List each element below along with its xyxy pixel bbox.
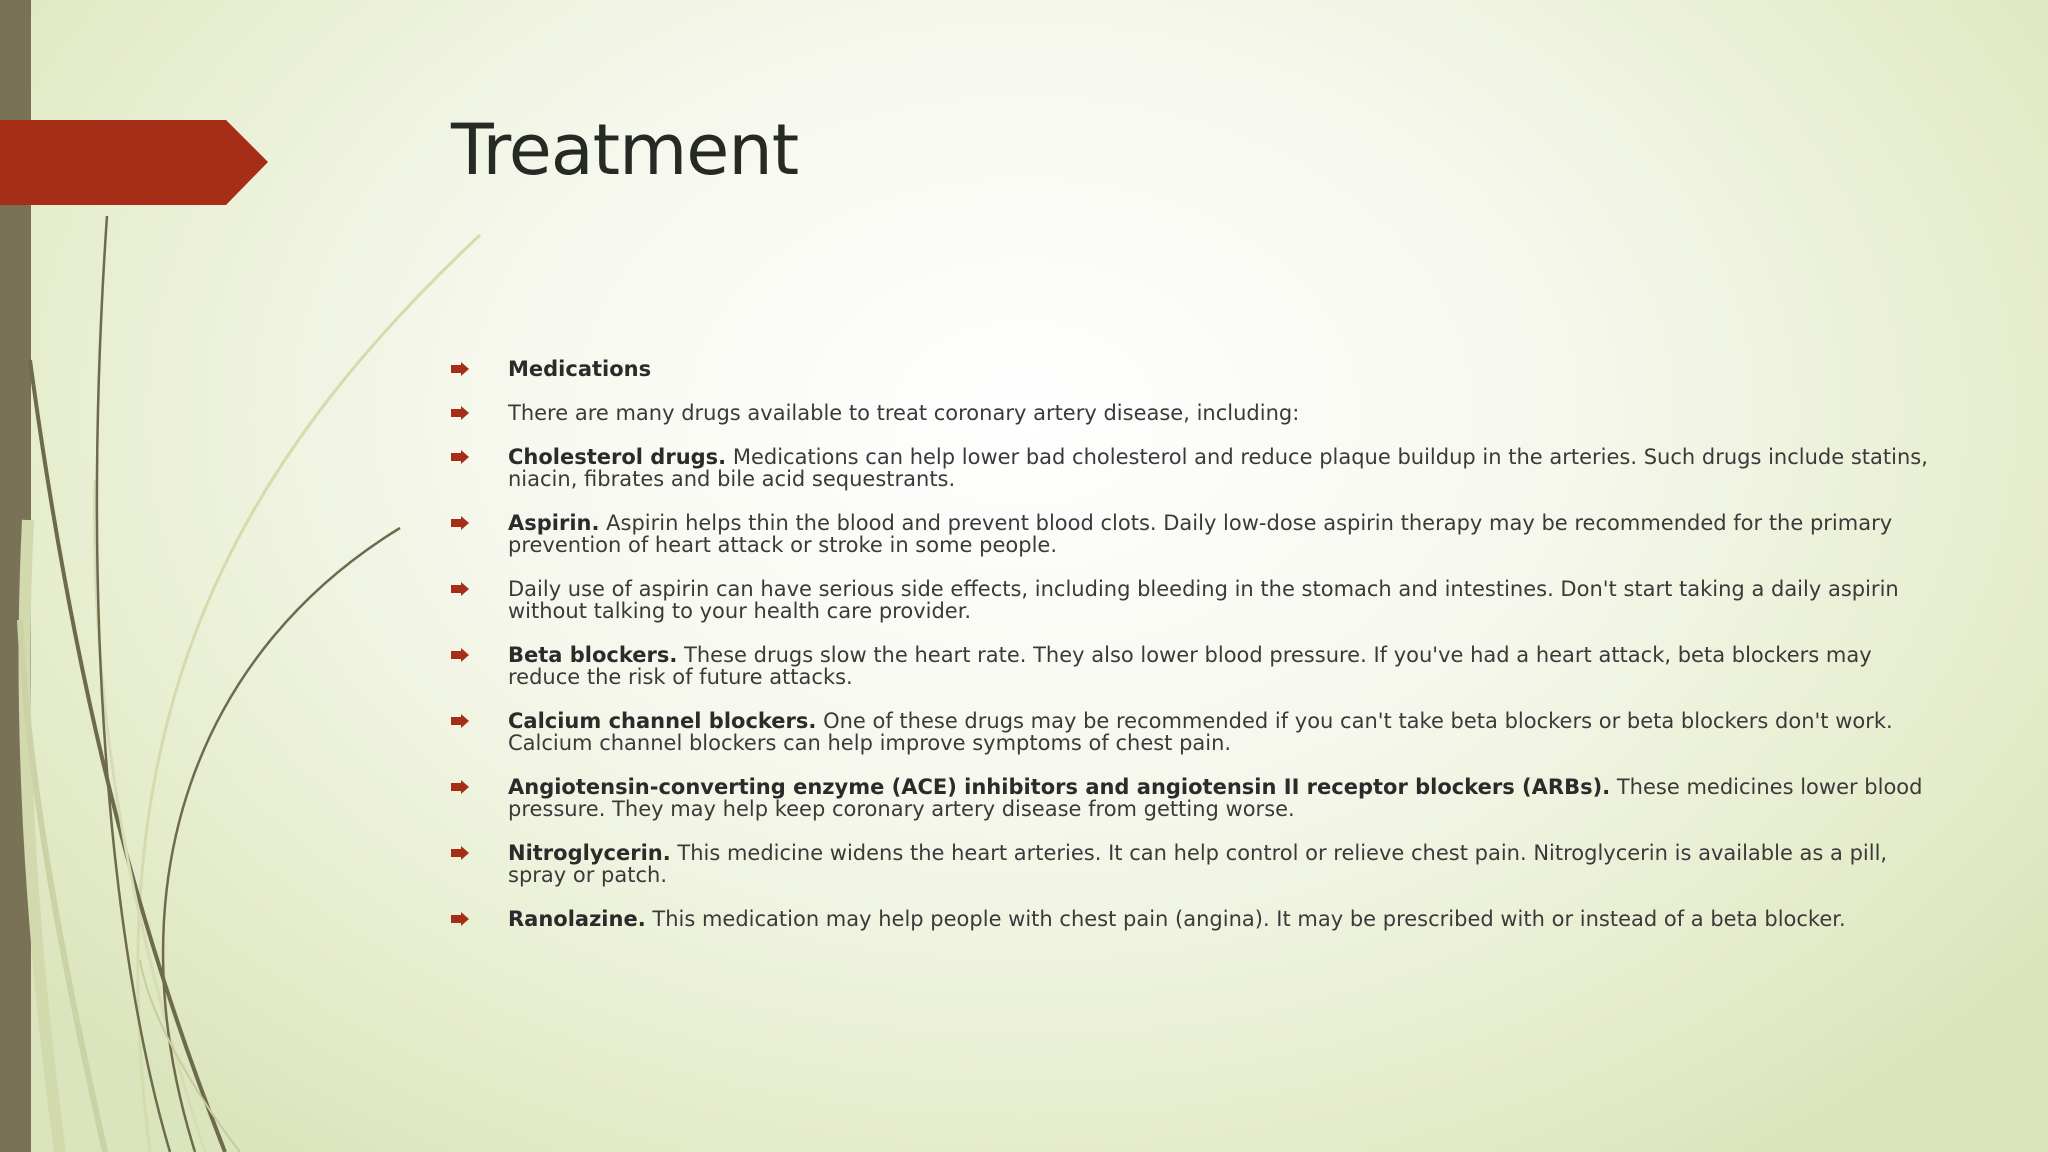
bullet-item-ranolazine bbox=[451, 908, 1931, 930]
pointing-arrow-icon bbox=[451, 516, 469, 530]
bullet-item-beta-blockers bbox=[451, 644, 1931, 688]
bullet-item-aspirin bbox=[451, 512, 1931, 556]
slide-title: Treatment bbox=[451, 109, 799, 191]
bullet-lead: Cholesterol drugs. bbox=[508, 445, 727, 469]
bullet-text: This medication may help people with chest pain (angina). It may be prescribed with or instead of a beta blocker. bbox=[645, 907, 1846, 931]
bullet-text: This medicine widens the heart arteries. It can help control or relieve chest pain. Nitroglycerin is available as a pill, spray or patch. bbox=[508, 841, 1888, 887]
bullet-lead: Calcium channel blockers. bbox=[508, 709, 817, 733]
bullet-lead: Nitroglycerin. bbox=[508, 841, 671, 865]
bullet-item-intro bbox=[451, 402, 1931, 424]
pointing-arrow-icon bbox=[451, 406, 469, 420]
pointing-arrow-icon bbox=[451, 362, 469, 376]
bullet-item-calcium-channel-blockers bbox=[451, 710, 1931, 754]
bullet-item-ace-inhibitors bbox=[451, 776, 1931, 820]
bullet-text: Medications can help lower bad cholesterol and reduce plaque buildup in the arteries. Such drugs include statins, niacin, fibrates and bile acid sequestrants. bbox=[508, 445, 1928, 491]
bullet-lead: Beta blockers. bbox=[508, 643, 678, 667]
pointing-arrow-icon bbox=[451, 846, 469, 860]
bullet-item-nitroglycerin bbox=[451, 842, 1931, 886]
bullet-item-aspirin-warning bbox=[451, 578, 1931, 622]
pointing-arrow-icon bbox=[451, 912, 469, 926]
bullet-lead: Medications bbox=[508, 357, 652, 381]
bullet-item-cholesterol-drugs bbox=[451, 446, 1931, 490]
pointing-arrow-icon bbox=[451, 714, 469, 728]
pointing-arrow-icon bbox=[451, 780, 469, 794]
bullet-list bbox=[451, 358, 1931, 952]
bullet-lead: Aspirin. bbox=[508, 511, 600, 535]
bullet-text: These drugs slow the heart rate. They also lower blood pressure. If you've had a heart attack, beta blockers may reduce the risk of future attacks. bbox=[508, 643, 1872, 689]
bullet-text: These medicines lower blood pressure. They may help keep coronary artery disease from getting worse. bbox=[508, 775, 1923, 821]
bullet-text: One of these drugs may be recommended if you can't take beta blockers or beta blockers don't work. Calcium channel blockers can help improve symptoms of chest pain. bbox=[508, 709, 1893, 755]
bullet-text: Aspirin helps thin the blood and prevent blood clots. Daily low-dose aspirin therapy may be recommended for the primary prevention of heart attack or stroke in some people. bbox=[508, 511, 1893, 557]
pointing-arrow-icon bbox=[451, 450, 469, 464]
bullet-text: Daily use of aspirin can have serious side effects, including bleeding in the stomach and intestines. Don't start taking a daily aspirin without talking to your health care provider. bbox=[508, 577, 1899, 623]
bullet-item-medications bbox=[451, 358, 1931, 380]
bullet-lead: Ranolazine. bbox=[508, 907, 646, 931]
pointing-arrow-icon bbox=[451, 648, 469, 662]
pointing-arrow-icon bbox=[451, 582, 469, 596]
bullet-text: There are many drugs available to treat coronary artery disease, including: bbox=[508, 401, 1300, 425]
bullet-lead: Angiotensin-converting enzyme (ACE) inhibitors and angiotensin II receptor blockers (ARBs). bbox=[508, 775, 1611, 799]
title-arrow-shape bbox=[0, 120, 268, 205]
